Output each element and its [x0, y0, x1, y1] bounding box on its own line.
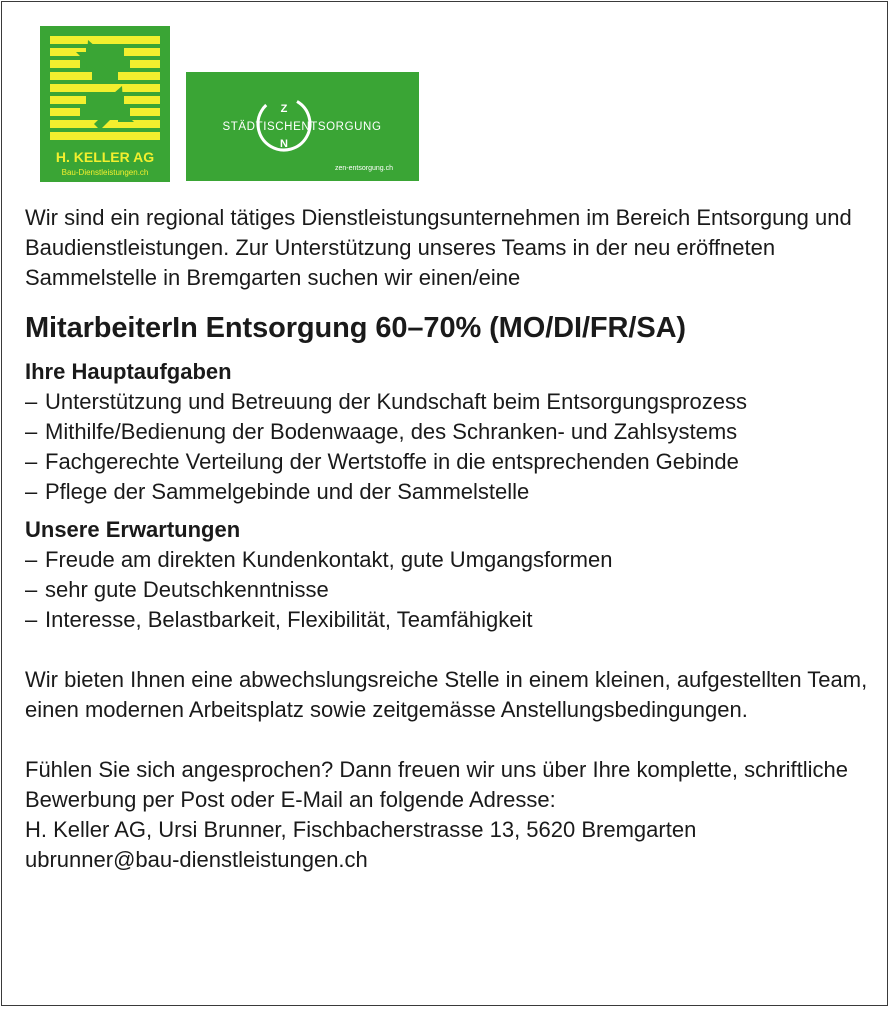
- job-title: MitarbeiterIn Entsorgung 60–70% (MO/DI/FR/SA): [25, 312, 686, 344]
- list-item: – Unterstützung und Betreuung der Kundschaft beim Entsorgungsprozess: [25, 387, 875, 417]
- entsorgung-logo-url: zen-entsorgung.ch: [335, 165, 393, 172]
- contact-email[interactable]: ubrunner@bau-dienstleistungen.ch: [25, 847, 368, 872]
- list-item: – Interesse, Belastbarkeit, Flexibilität, Teamfähigkeit: [25, 605, 875, 635]
- contact-block: [25, 755, 875, 875]
- tasks-list: [25, 387, 875, 507]
- keller-logo-graphic: [40, 26, 170, 182]
- list-item: – Fachgerechte Verteilung der Wertstoffe in die entsprechenden Gebinde: [25, 447, 875, 477]
- list-item: – Freude am direkten Kundenkontakt, gute Umgangsformen: [25, 545, 875, 575]
- list-item: – sehr gute Deutschkenntnisse: [25, 575, 875, 605]
- keller-logo: [40, 26, 170, 182]
- svg-text:N: N: [280, 138, 288, 150]
- entsorgung-logo-graphic: [186, 72, 419, 181]
- entsorgung-logo-name: STÄDTISCHENTSORGUNG: [222, 121, 382, 133]
- tasks-title: Ihre Hauptaufgaben: [25, 359, 232, 384]
- list-item: – Mithilfe/Bedienung der Bodenwaage, des Schranken- und Zahlsystems: [25, 417, 875, 447]
- offer-text: Wir bieten Ihnen eine abwechslungsreiche Stelle in einem kleinen, aufgestellten Team, einen modernen Arbeitsplatz sowie zeitgemässe Anstellungsbedingungen.: [25, 667, 868, 722]
- contact-lead: Fühlen Sie sich angesprochen? Dann freuen wir uns über Ihre komplette, schriftliche Bewerbung per Post oder E-Mail an folgende Adresse:: [25, 757, 849, 812]
- keller-logo-sub: Bau-Dienstleistungen.ch: [61, 168, 149, 177]
- entsorgung-logo: [186, 72, 419, 181]
- expectations-title: Unsere Erwartungen: [25, 517, 241, 542]
- expectations-list: [25, 545, 875, 635]
- list-item: – Pflege der Sammelgebinde und der Sammelstelle: [25, 477, 875, 507]
- contact-address: H. Keller AG, Ursi Brunner, Fischbacherstrasse 13, 5620 Bremgarten: [25, 817, 697, 842]
- svg-text:Z: Z: [280, 103, 288, 115]
- ad-content: [25, 203, 875, 875]
- intro-text: Wir sind ein regional tätiges Dienstleistungsunternehmen im Bereich Entsorgung und Baudienstleistungen. Zur Unterstützung unseres Teams in der neu eröffneten Sammelstelle in Bremgarten suchen wir einen/eine: [25, 205, 852, 290]
- keller-logo-name: H. KELLER AG: [55, 149, 155, 165]
